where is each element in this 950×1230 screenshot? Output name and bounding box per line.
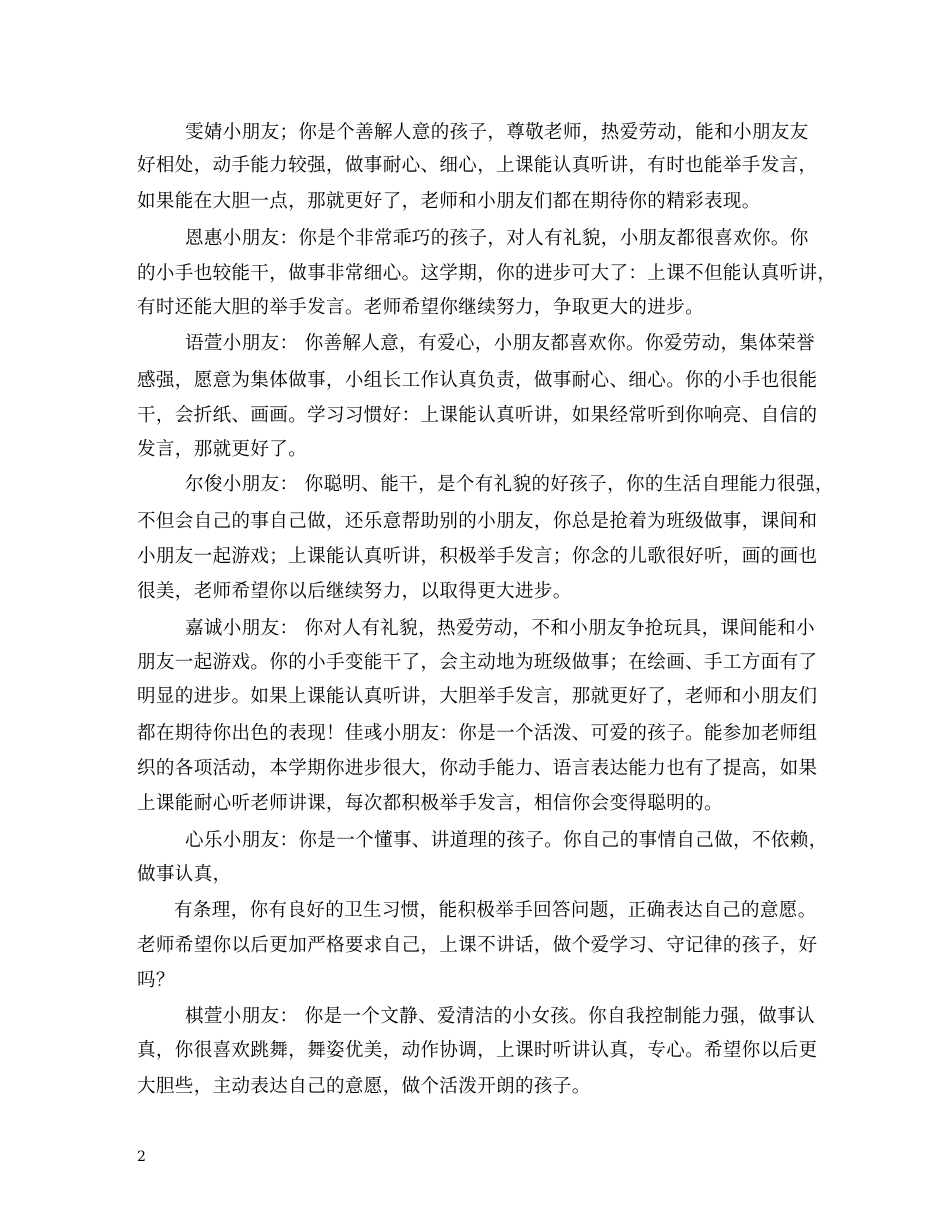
text-line: 语萱小朋友： 你善解人意，有爱心，小朋友都喜欢你。你爱劳动，集体荣誉 <box>185 333 815 354</box>
text-line: 好相处，动手能力较强，做事耐心、细心，上课能认真听讲，有时也能举手发言， <box>137 155 818 176</box>
text-line: 恩惠小朋友：你是个非常乖巧的孩子，对人有礼貌，小朋友都很喜欢你。你 <box>185 228 809 249</box>
text-line: 棋萱小朋友： 你是一个文静、爱清洁的小女孩。你自我控制能力强，做事认 <box>185 1006 815 1027</box>
text-line: 都在期待你出色的表现！佳彧小朋友：你是一个活泼、可爱的孩子。能参加老师组 <box>137 723 818 744</box>
text-line: 老师希望你以后更加严格要求自己，上课不讲话，做个爱学习、守记律的孩子，好 <box>137 935 818 956</box>
text-line: 有时还能大胆的举手发言。老师希望你继续努力，争取更大的进步。 <box>137 297 705 318</box>
text-line: 朋友一起游戏。你的小手变能干了，会主动地为班级做事；在绘画、手工方面有了 <box>137 652 818 673</box>
text-line: 吗？ <box>137 970 175 991</box>
text-line: 织的各项活动，本学期你进步很大，你动手能力、语言表达能力也有了提高，如果 <box>137 758 818 779</box>
text-line: 干，会折纸、画画。学习习惯好：上课能认真听讲，如果经常听到你响亮、自信的 <box>137 405 818 426</box>
text-line: 有条理，你有良好的卫生习惯，能积极举手回答问题，正确表达自己的意愿。 <box>174 900 817 921</box>
text-line: 大胆些，主动表达自己的意愿，做个活泼开朗的孩子。 <box>137 1076 591 1097</box>
page-number: 2 <box>137 1149 146 1165</box>
text-line: 不但会自己的事自己做，还乐意帮助别的小朋友，你总是抢着为班级做事，课间和 <box>137 511 818 532</box>
text-line: 很美，老师希望你以后继续努力，以取得更大进步。 <box>137 581 572 602</box>
text-line: 发言，那就更好了。 <box>137 439 308 460</box>
text-line: 的小手也较能干，做事非常细心。这学期，你的进步可大了：上课不但能认真听讲， <box>137 263 837 284</box>
text-line: 如果能在大胆一点，那就更好了，老师和小朋友们都在期待你的精彩表现。 <box>137 191 761 212</box>
text-line: 心乐小朋友：你是一个懂事、讲道理的孩子。你自己的事情自己做，不依赖， <box>185 830 828 851</box>
text-line: 小朋友一起游戏；上课能认真听讲，积极举手发言；你念的儿歌很好听，画的画也 <box>137 546 818 567</box>
text-line: 明显的进步。如果上课能认真听讲，大胆举手发言，那就更好了，老师和小朋友们 <box>137 686 818 707</box>
text-line: 真，你很喜欢跳舞，舞姿优美，动作协调，上课时听讲认真，专心。希望你以后更 <box>137 1040 818 1061</box>
text-line: 尔俊小朋友： 你聪明、能干，是个有礼貌的好孩子，你的生活自理能力很强， <box>185 474 834 495</box>
text-line: 上课能耐心听老师讲课，每次都积极举手发言，相信你会变得聪明的。 <box>137 793 723 814</box>
text-line: 做事认真， <box>137 864 232 885</box>
text-line: 嘉诚小朋友： 你对人有礼貌，热爱劳动，不和小朋友争抢玩具，课间能和小 <box>185 618 815 639</box>
text-line: 雯婧小朋友；你是个善解人意的孩子，尊敬老师，热爱劳动，能和小朋友友 <box>185 122 809 143</box>
text-line: 感强，愿意为集体做事，小组长工作认真负责，做事耐心、细心。你的小手也很能 <box>137 370 818 391</box>
